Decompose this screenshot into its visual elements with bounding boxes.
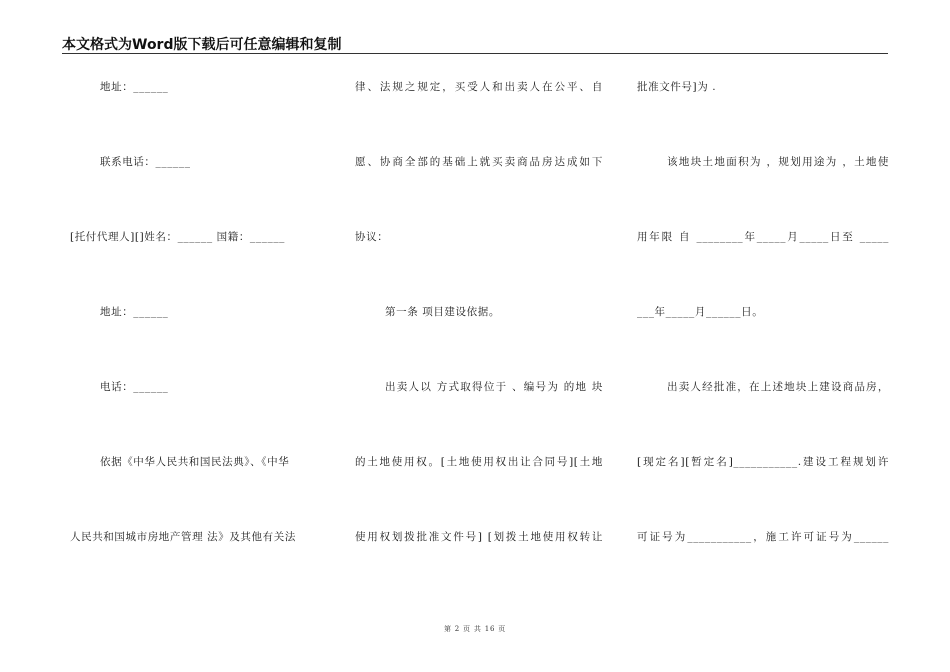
- text-line: 出卖人经批准，在上述地块上建设商品房，: [667, 381, 889, 393]
- header-divider: [62, 53, 888, 54]
- text-line: 依据《中华人民共和国民法典》、《中华: [100, 456, 290, 468]
- text-line: 批准文件号]为 .: [637, 81, 717, 93]
- text-line: 联系电话：______: [100, 156, 191, 168]
- text-line: 用年限 自 ________年_____月_____日至 _____: [637, 231, 889, 243]
- page-number: 第 2 页 共 16 页: [443, 625, 507, 633]
- text-line: 可证号为___________，施工许可证号为______: [637, 531, 889, 543]
- text-line: [现定名][暂定名]___________.建设工程规划许: [637, 456, 889, 468]
- text-line: 地址：______: [100, 306, 169, 318]
- text-line: 人民共和国城市房地产管理 法》及其他有关法: [70, 531, 296, 543]
- text-line: 电话：______: [100, 381, 169, 393]
- text-line: 律、法规之规定，买受人和出卖人在公平、自: [355, 81, 603, 93]
- text-line: 协议：: [355, 231, 389, 243]
- text-line: 该地块土地面积为 ，规划用途为 ，土地使: [667, 156, 889, 168]
- text-line: 使用权划拨批准文件号] [划拨土地使用权转让: [355, 531, 603, 543]
- page-header-title: 本文格式为Word版下载后可任意编辑和复制: [62, 37, 342, 53]
- text-line: 出卖人以 方式取得位于 、编号为 的地 块: [385, 381, 603, 393]
- text-line: 第一条 项目建设依据。: [385, 306, 500, 318]
- text-line: ___年_____月______日。: [637, 306, 764, 318]
- text-line: [托付代理人][]姓名：______ 国籍：______: [70, 231, 286, 243]
- text-line: 地址：______: [100, 81, 169, 93]
- text-line: 愿、协商全部的基础上就买卖商品房达成如下: [355, 156, 603, 168]
- text-line: 的土地使用权。[土地使用权出让合同号][土地: [355, 456, 603, 468]
